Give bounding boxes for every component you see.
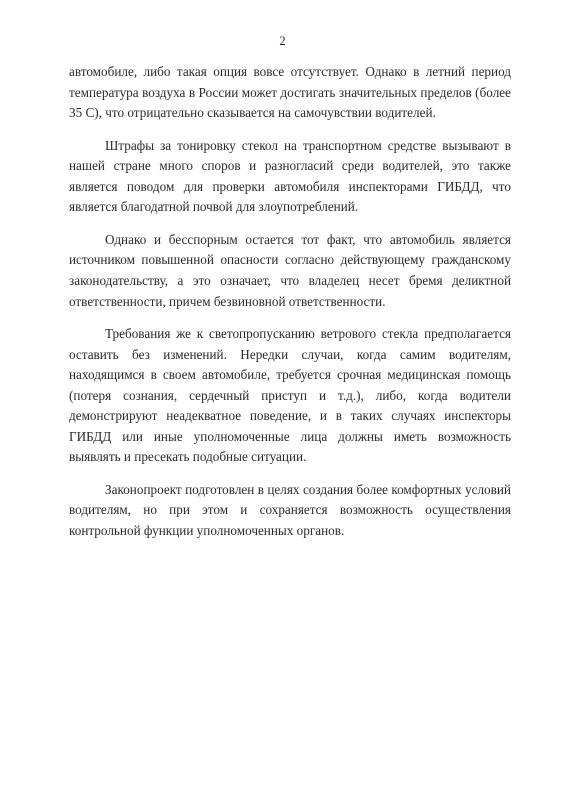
paragraph-bill-purpose: Законопроект подготовлен в целях создания более комфортных условий водителям, но при этом и сохраняется возможность осуществления контрольной функции уполномоченных органов. bbox=[69, 481, 511, 539]
page-number: 2 bbox=[279, 34, 286, 48]
document-body bbox=[69, 62, 511, 553]
paragraph-windshield-requirements: Требования же к светопропусканию ветрового стекла предполагается оставить без изменений. Нередки случаи, когда самим водителям, находящимся в своем автомобиле, требуется срочная медицинская помощь (потеря сознания, сердечный приступ и т.д.), либо, когда водители демонстрируют неадекватное поведение, и в таких случаях инспекторы ГИБДД или иные уполномоченные лица должны иметь возможность выявлять и пресекать подобные ситуации. bbox=[69, 325, 511, 465]
paragraph-source-of-danger: Однако и бесспорным остается тот факт, что автомобиль является источником повышенной опасности согласно действующему гражданскому законодательству, а это означает, что владелец несет бремя деликтной ответственности, причем безвиновной ответственности. bbox=[69, 231, 511, 309]
paragraph-tinting-fines: Штрафы за тонировку стекол на транспортном средстве вызывают в нашей стране много споров и разногласий среди водителей, это также является поводом для проверки автомобиля инспекторами ГИБДД, что является благодатной почвой для злоупотреблений. bbox=[69, 137, 511, 215]
paragraph-continuation: автомобиле, либо такая опция вовсе отсутствует. Однако в летний период температура воздуха в России может достигать значительных пределов (более 35 С), что отрицательно сказывается на самочувствии водителей. bbox=[69, 64, 511, 121]
